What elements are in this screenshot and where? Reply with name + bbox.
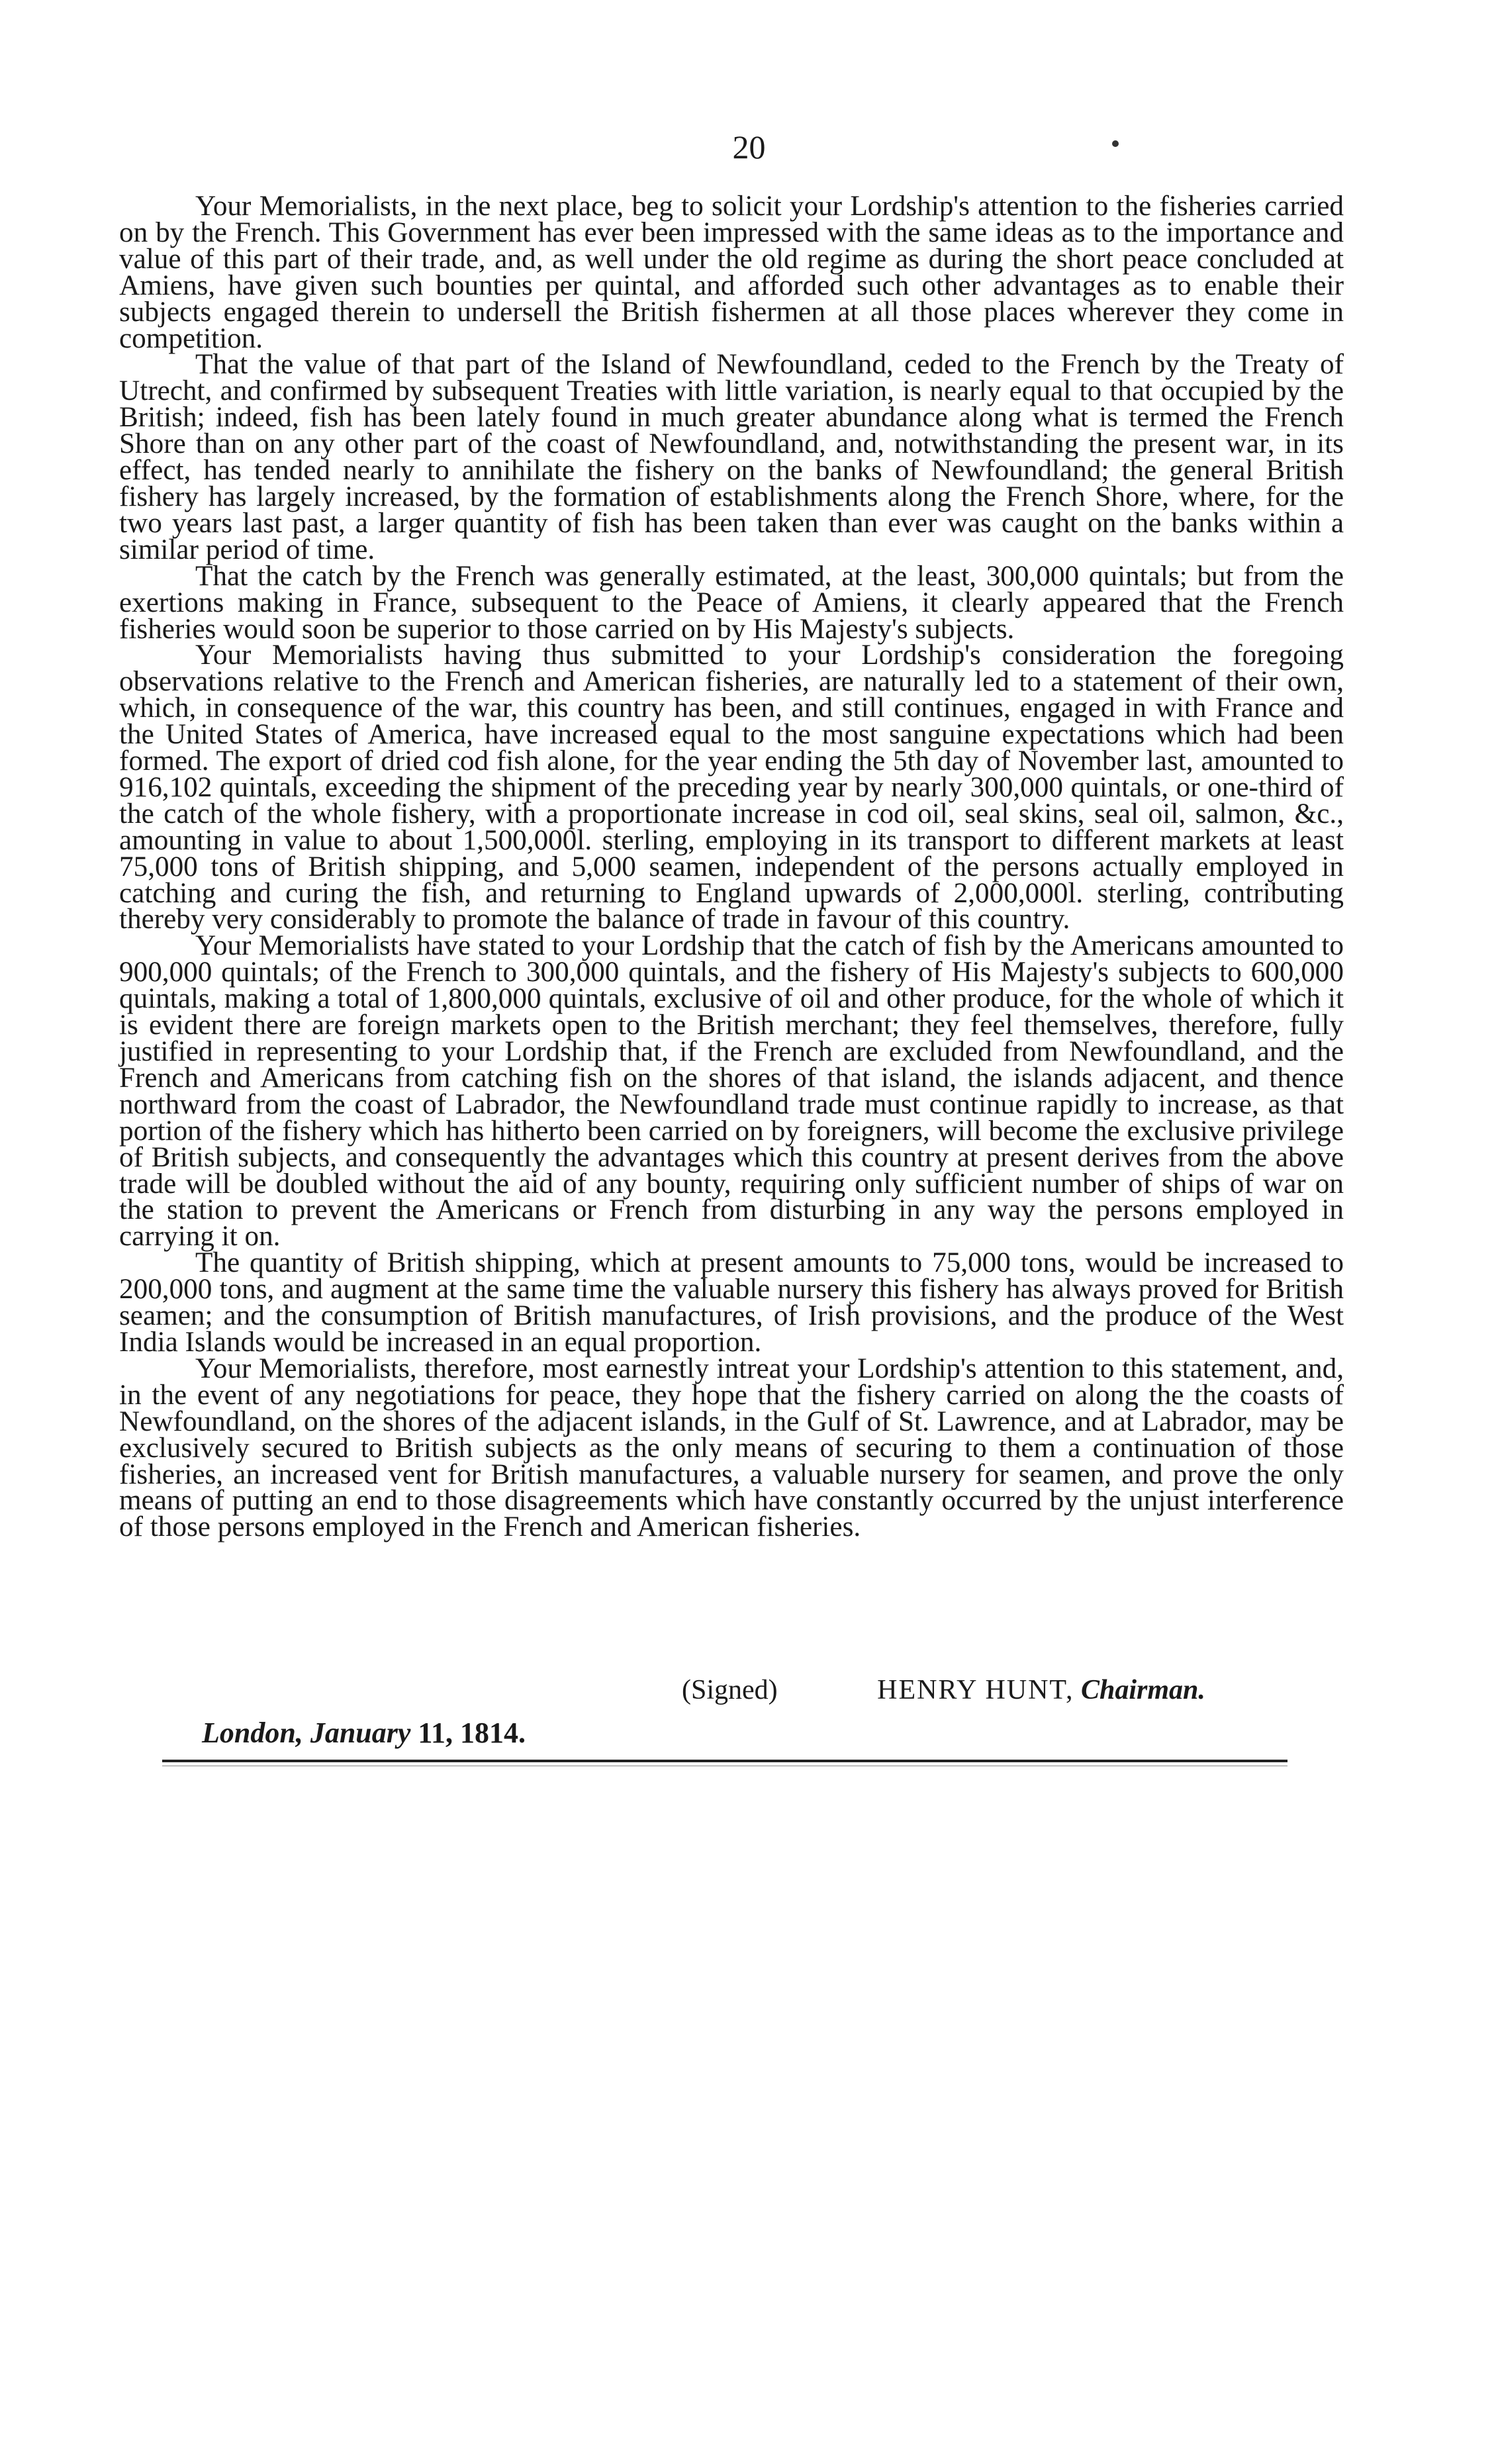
closing-rule — [162, 1760, 1287, 1762]
signatory-name: HENRY HUNT, — [877, 1675, 1074, 1705]
paragraph-shipping-increase: The quantity of British shipping, which at present amounts to 75,000 tons, would be increased to 200,000 tons, and augment at the same time the valuable nursery this fishery has always proved for British seamen; and the consumption of British manufactures, of Irish provisions, and the produce of the West India Islands would be increased in an equal proportion. — [119, 1247, 1344, 1358]
signature-line — [682, 1674, 1344, 1707]
paragraph-french-catch: That the catch by the French was generally estimated, at the least, 300,000 quintals; but from the exertions making in France, subsequent to the Peace of Amiens, it clearly appeared that the French fisheries would soon be superior to those carried on by His Majesty's subjects. — [119, 560, 1344, 645]
dateline-place-month: London, January — [202, 1717, 411, 1749]
paragraph-closing-request: Your Memorialists, therefore, most earnestly intreat your Lordship's attention to this statement, and, in the event of any negotiations for peace, they hope that the fishery carried on along the the coasts of Newfoundland, on the shores of the adjacent islands, in the Gulf of St. Lawrence, and at Labrador, may be exclusively secured to British subjects as the only means of securing to them a continuation of those fisheries, an increased vent for British manufactures, a valuable nursery for seamen, and prove the only means of putting an end to those disagreements which have constantly occurred by the unjust interference of those persons employed in the French and American fisheries. — [119, 1352, 1344, 1543]
paragraph-french-fisheries: Your Memorialists, in the next place, beg to solicit your Lordship's attention to the fisheries carried on by the French. This Government has ever been impressed with the same ideas as to the importance and value of this part of their trade, and, as well under the old regime as during the short peace concluded at Amiens, have given such bounties per quintal, and afforded such other advantages as to enable their subjects engaged therein to undersell the British fishermen at all those places wherever they come in competition. — [119, 191, 1344, 354]
page-number: 20 — [732, 128, 766, 166]
dateline-day-year: 11, 1814. — [418, 1717, 526, 1749]
paragraph-british-export: Your Memorialists having thus submitted to your Lordship's consideration the foregoing observations relative to the French and American fisheries, are naturally led to a statement of their own, which, in consequence of the war, this country has been, and still continues, engaged in with France and the United States of America, have increased equal to the most sanguine expectations which had been formed. The export of dried cod fish alone, for the year ending the 5th day of November last, amounted to 916,102 quintals, exceeding the shipment of the preceding year by nearly 300,000 quintals, or one-third of the catch of the whole fishery, with a proportionate increase in cod oil, seal skins, seal oil, salmon, &c., amounting in value to about 1,500,000l. sterling, employing in its transport to different markets at least 75,000 tons of British shipping, and 5,000 seamen, independent of the persons actually employed in catching and curing the fish, and returning to England upwards of 2,000,000l. sterling, contributing thereby very considerably to promote the balance of trade in favour of this country. — [119, 640, 1344, 935]
memorial-body — [119, 191, 1344, 1543]
signatory-title: Chairman. — [1080, 1675, 1205, 1705]
dateline — [202, 1716, 526, 1750]
paragraph-catch-totals: Your Memorialists have stated to your Lordship that the catch of fish by the Americans amounted to 900,000 quintals; of the French to 300,000 quintals, and the fishery of His Majesty's subjects to 600,000 quintals, making a total of 1,800,000 quintals, exclusive of oil and other produce, for the whole of which it is evident there are foreign markets open to the British merchant; they feel themselves, therefore, fully justified in representing to your Lordship that, if the French are excluded from Newfoundland, and the French and Americans from catching fish on the shores of that island, the islands adjacent, and thence northward from the coast of Labrador, the Newfoundland trade must continue rapidly to increase, as that portion of the fishery which has hitherto been carried on by foreigners, will become the exclusive privilege of British subjects, and consequently the advantages which this country at present derives from the above trade will be doubled without the aid of any bounty, requiring only sufficient number of ships of war on the station to prevent the Americans or French from disturbing in any way the persons employed in carrying it on. — [119, 930, 1344, 1253]
signed-label: (Signed) — [682, 1675, 778, 1705]
decorative-dot — [1112, 140, 1119, 147]
paragraph-island-value: That the value of that part of the Island of Newfoundland, ceded to the French by the Treaty of Utrecht, and confirmed by subsequent Treaties with little variation, is nearly equal to that occupied by the British; indeed, fish has been lately found in much greater abundance along what is termed the French Shore than on any other part of the coast of Newfoundland, and, notwithstanding the present war, in its effect, has tended nearly to annihilate the fishery on the banks of Newfoundland; the general British fishery has largely increased, by the formation of establishments along the French Shore, where, for the two years last past, a larger quantity of fish has been taken than ever was caught on the banks within a similar period of time. — [119, 349, 1344, 565]
